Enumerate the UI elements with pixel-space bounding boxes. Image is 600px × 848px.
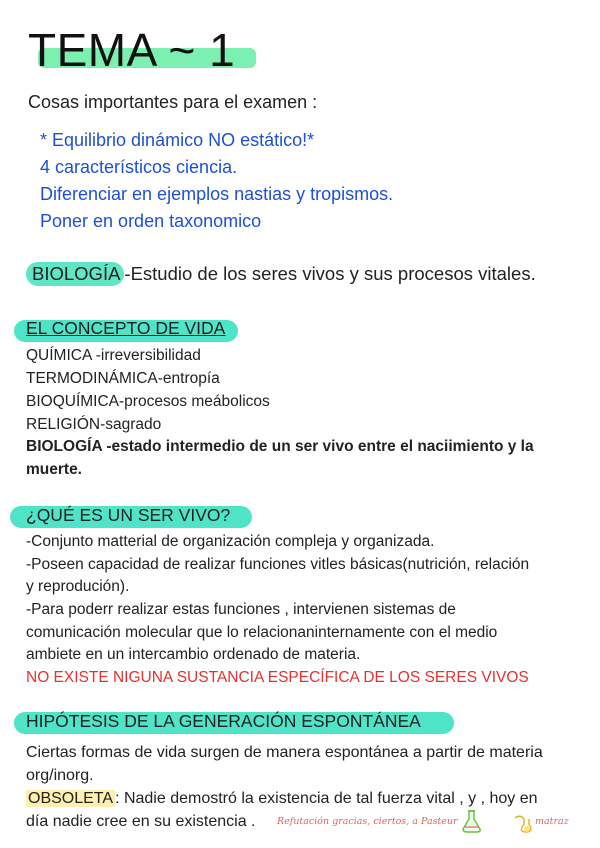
concepto-line: RELIGIÓN-sagrado bbox=[26, 416, 162, 433]
exam-point: Diferenciar en ejemplos nastias y tropismos. bbox=[40, 184, 394, 204]
generacion-line: org/inorg. bbox=[26, 767, 94, 784]
exam-point: 4 característicos ciencia. bbox=[40, 157, 238, 177]
generacion-heading: HIPÓTESIS DE LA GENERACIÓN ESPONTÁNEA bbox=[26, 711, 421, 731]
ser-vivo-red-line: NO EXISTE NIGUNA SUSTANCIA ESPECÍFICA DE LOS SERES VIVOS bbox=[26, 669, 529, 686]
generacion-obsoleta-line bbox=[26, 787, 538, 810]
generacion-line-rest: : Nadie demostró la existencia de tal fuerza vital , y , hoy en bbox=[115, 790, 538, 807]
ser-vivo-line: -Para poderr realizar estas funciones , intervienen sistemas de bbox=[26, 601, 456, 618]
generacion-line: día nadie cree en su existencia . bbox=[26, 813, 256, 830]
concepto-bold-line: muerte. bbox=[26, 461, 82, 478]
intro-text: Cosas importantes para el examen : bbox=[28, 92, 318, 112]
page-title: TEMA ~ 1 bbox=[28, 24, 236, 76]
biologia-term: BIOLOGÍA bbox=[26, 262, 124, 286]
exam-point: Poner en orden taxonomico bbox=[40, 211, 262, 231]
biologia-definition bbox=[26, 262, 536, 286]
ser-vivo-line: comunicación molecular que lo relacionaninternamente con el medio bbox=[26, 624, 498, 641]
ser-vivo-line: y reprodución). bbox=[26, 578, 130, 595]
concepto-line: QUÍMICA -irreversibilidad bbox=[26, 347, 201, 364]
ser-vivo-line: -Poseen capacidad de realizar funciones vitles básicas(nutrición, relación bbox=[26, 556, 530, 573]
ser-vivo-line: ambiete en un intercambio ordenado de materia. bbox=[26, 646, 361, 663]
concepto-bold-line: BIOLOGÍA -estado intermedio de un ser vivo entre el naciimiento y la bbox=[26, 438, 534, 455]
biologia-definition-text: -Estudio de los seres vivos y sus procesos vitales. bbox=[124, 263, 536, 284]
flask-sketch-icon bbox=[458, 808, 486, 834]
concepto-line: TERMODINÁMICA-entropía bbox=[26, 370, 220, 387]
generacion-line: Ciertas formas de vida surgen de manera espontánea a partir de materia bbox=[26, 744, 543, 761]
obsoleta-label: OBSOLETA bbox=[28, 790, 114, 807]
handwritten-note: Refutación gracias, ciertos, a Pasteur bbox=[277, 816, 458, 827]
concepto-line: BIOQUÍMICA-procesos meábolicos bbox=[26, 393, 270, 410]
exam-point: * Equilibrio dinámico NO estático!* bbox=[40, 130, 315, 150]
concepto-heading: EL CONCEPTO DE VIDA bbox=[26, 318, 226, 338]
handwritten-note-2: matraz bbox=[535, 816, 569, 827]
ser-vivo-heading: ¿QUÉ ES UN SER VIVO? bbox=[26, 505, 231, 525]
ser-vivo-line: -Conjunto matterial de organización compleja y organizada. bbox=[26, 533, 435, 550]
